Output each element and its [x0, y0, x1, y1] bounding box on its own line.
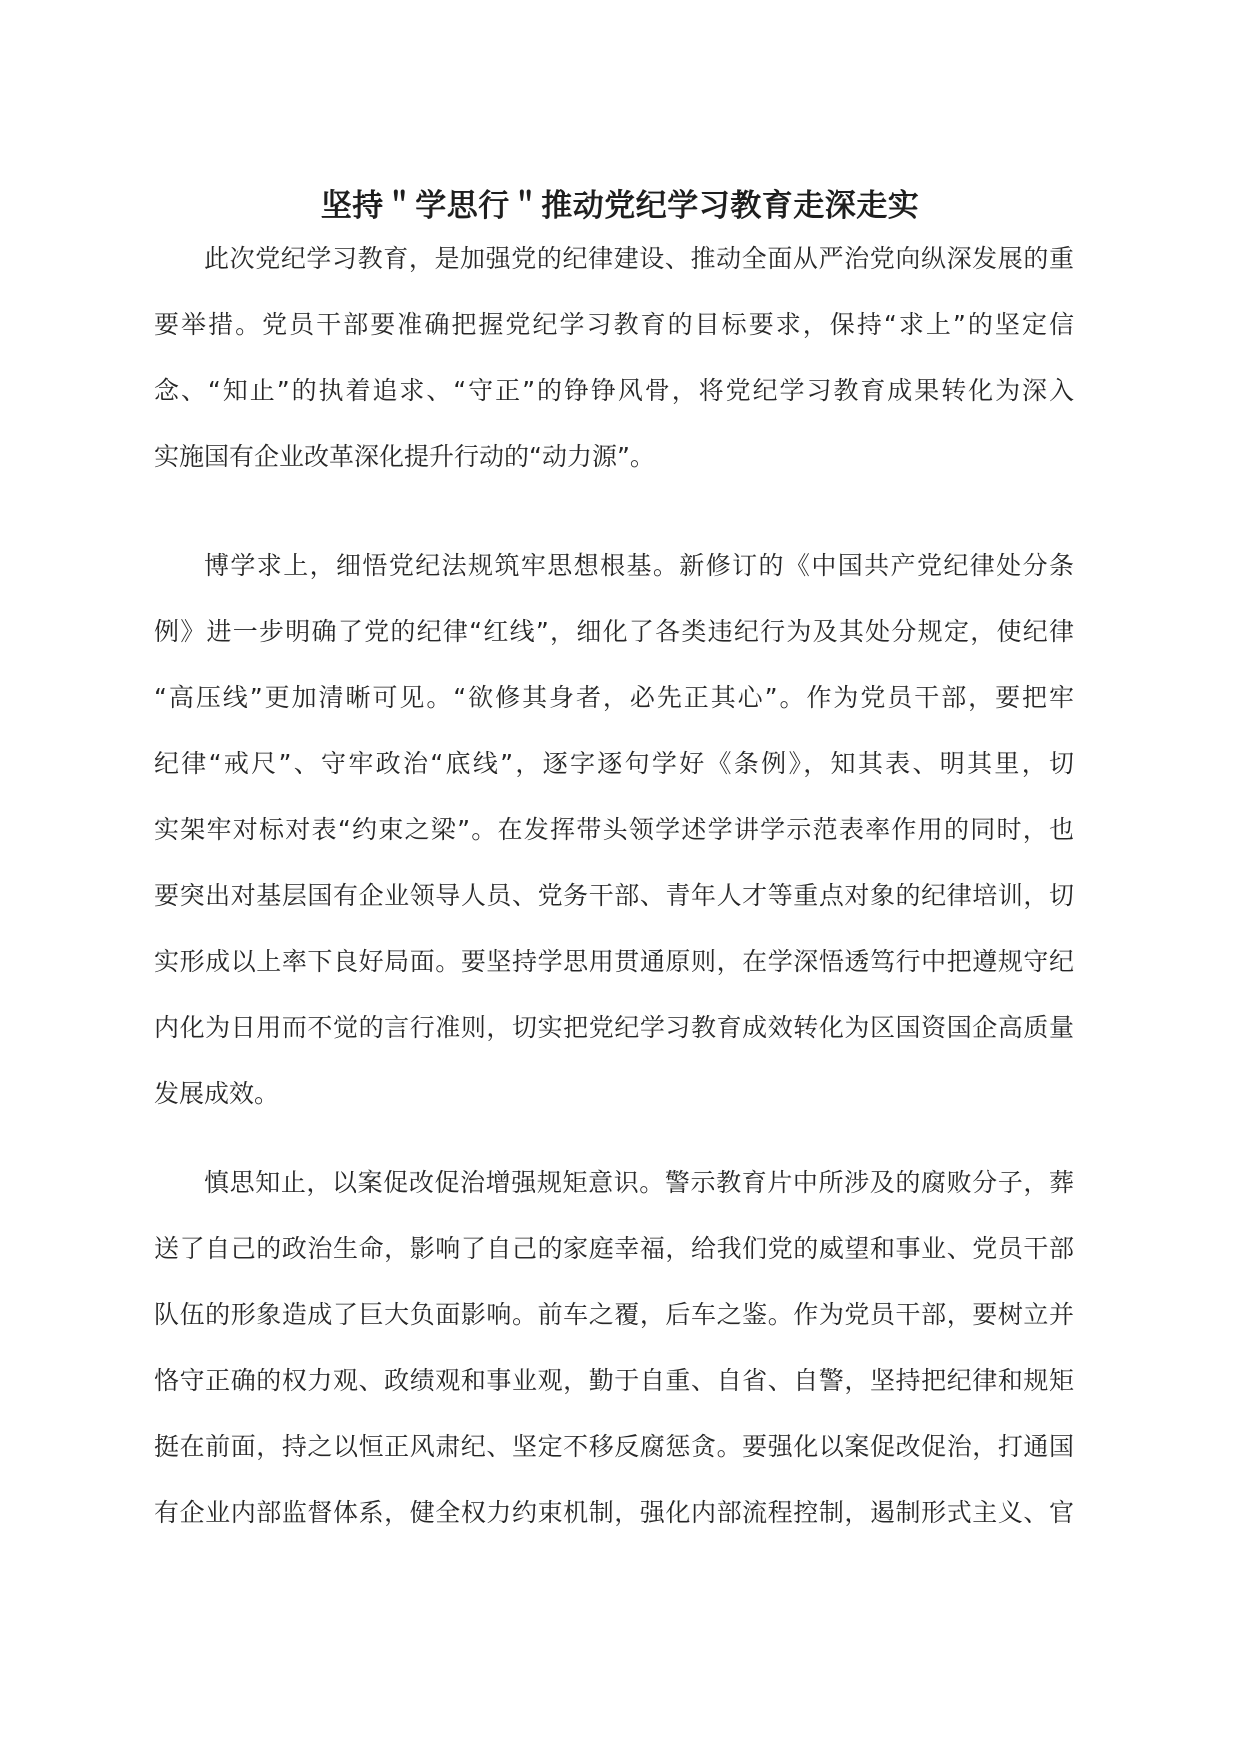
- paragraph-line: 送了自己的政治生命，影响了自己的家庭幸福，给我们党的威望和事业、党员干部: [154, 1234, 1074, 1263]
- paragraph-line: 挺在前面，持之以恒正风肃纪、坚定不移反腐惩贪。要强化以案促改促治，打通国: [154, 1432, 1074, 1461]
- paragraph-line: 纪律“戒尺”、守牢政治“底线”，逐字逐句学好《条例》，知其表、明其里，切: [154, 749, 1074, 778]
- paragraph-line: 内化为日用而不觉的言行准则，切实把党纪学习教育成效转化为区国资国企高质量: [154, 1013, 1074, 1042]
- paragraph-line: 此次党纪学习教育，是加强党的纪律建设、推动全面从严治党向纵深发展的重: [204, 244, 1074, 273]
- paragraph-line: 实架牢对标对表“约束之梁”。在发挥带头领学述学讲学示范表率作用的同时，也: [154, 815, 1074, 844]
- paragraph-line: 博学求上，细悟党纪法规筑牢思想根基。新修订的《中国共产党纪律处分条: [204, 551, 1074, 580]
- paragraph-line: 慎思知止，以案促改促治增强规矩意识。警示教育片中所涉及的腐败分子，葬: [204, 1168, 1074, 1197]
- paragraph-1: [154, 226, 1074, 490]
- paragraph-line: 念、“知止”的执着追求、“守正”的铮铮风骨，将党纪学习教育成果转化为深入: [154, 376, 1074, 405]
- paragraph-line: 要举措。党员干部要准确把握党纪学习教育的目标要求，保持“求上”的坚定信: [154, 310, 1074, 339]
- document-title: 坚持＂学思行＂推动党纪学习教育走深走实: [320, 188, 920, 224]
- paragraph-line: 队伍的形象造成了巨大负面影响。前车之覆，后车之鉴。作为党员干部，要树立并: [154, 1300, 1074, 1329]
- paragraph-line: 恪守正确的权力观、政绩观和事业观，勤于自重、自省、自警，坚持把纪律和规矩: [154, 1366, 1074, 1395]
- paragraph-line: 实施国有企业改革深化提升行动的“动力源”。: [154, 442, 655, 471]
- paragraph-line: 发展成效。: [154, 1079, 280, 1108]
- paragraph-line: 例》进一步明确了党的纪律“红线”，细化了各类违纪行为及其处分规定，使纪律: [154, 617, 1074, 646]
- paragraph-line: 要突出对基层国有企业领导人员、党务干部、青年人才等重点对象的纪律培训，切: [154, 881, 1074, 910]
- paragraph-3: [154, 1150, 1074, 1546]
- paragraph-line: 实形成以上率下良好局面。要坚持学思用贯通原则，在学深悟透笃行中把遵规守纪: [154, 947, 1074, 976]
- paragraph-line: 有企业内部监督体系，健全权力约束机制，强化内部流程控制，遏制形式主义、官: [154, 1498, 1074, 1527]
- paragraph-2: [154, 533, 1074, 1127]
- paragraph-line: “高压线”更加清晰可见。“欲修其身者，必先正其心”。作为党员干部，要把牢: [154, 683, 1074, 712]
